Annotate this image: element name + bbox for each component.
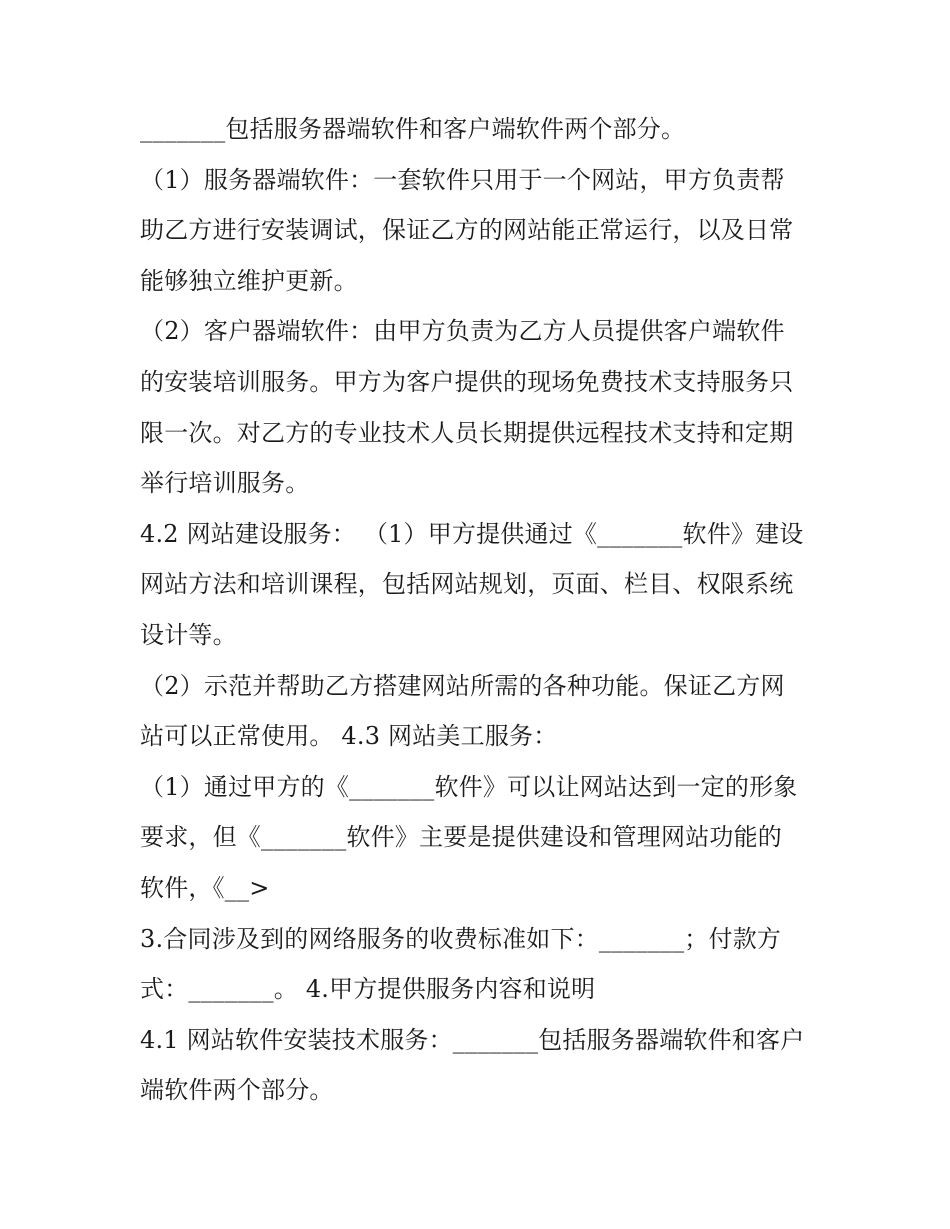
text-line: 要求，但《_______软件》主要是提供建设和管理网站功能的 <box>140 823 782 852</box>
text-line: 设计等。 <box>140 620 237 649</box>
text-line: 限一次。对乙方的专业技术人员长期提供远程技术支持和定期 <box>140 418 794 447</box>
text-line: 3.合同涉及到的网络服务的收费标准如下：_______；付款方 <box>140 924 782 953</box>
text-line: 4.1 网站软件安装技术服务：_______包括服务器端软件和客户 <box>140 1025 805 1054</box>
text-line: 能够独立维护更新。 <box>140 266 358 295</box>
text-line: 的安装培训服务。甲方为客户提供的现场免费技术支持服务只 <box>140 367 794 396</box>
text-line: 站可以正常使用。 4.3 网站美工服务： <box>140 722 558 751</box>
document-body <box>140 104 830 1116</box>
text-line: 助乙方进行安装调试，保证乙方的网站能正常运行，以及日常 <box>140 216 794 245</box>
text-line: （1）通过甲方的《_______软件》可以让网站达到一定的形象 <box>140 772 798 801</box>
text-line: 举行培训服务。 <box>140 469 310 498</box>
text-line: （2）示范并帮助乙方搭建网站所需的各种功能。保证乙方网 <box>140 671 785 700</box>
text-line: 软件，《__> <box>140 873 270 902</box>
text-line: 4.2 网站建设服务： （1）甲方提供通过《_______软件》建设 <box>140 519 804 548</box>
text-line: 式：_______。 4.甲方提供服务内容和说明 <box>140 975 596 1004</box>
text-line: 网站方法和培训课程，包括网站规划，页面、栏目、权限系统 <box>140 570 794 599</box>
text-line: 端软件两个部分。 <box>140 1076 334 1105</box>
text-line: （2）客户器端软件：由甲方负责为乙方人员提供客户端软件 <box>140 317 785 346</box>
text-line: _______包括服务器端软件和客户端软件两个部分。 <box>140 115 686 143</box>
text-line: （1）服务器端软件：一套软件只用于一个网站，甲方负责帮 <box>140 165 785 194</box>
